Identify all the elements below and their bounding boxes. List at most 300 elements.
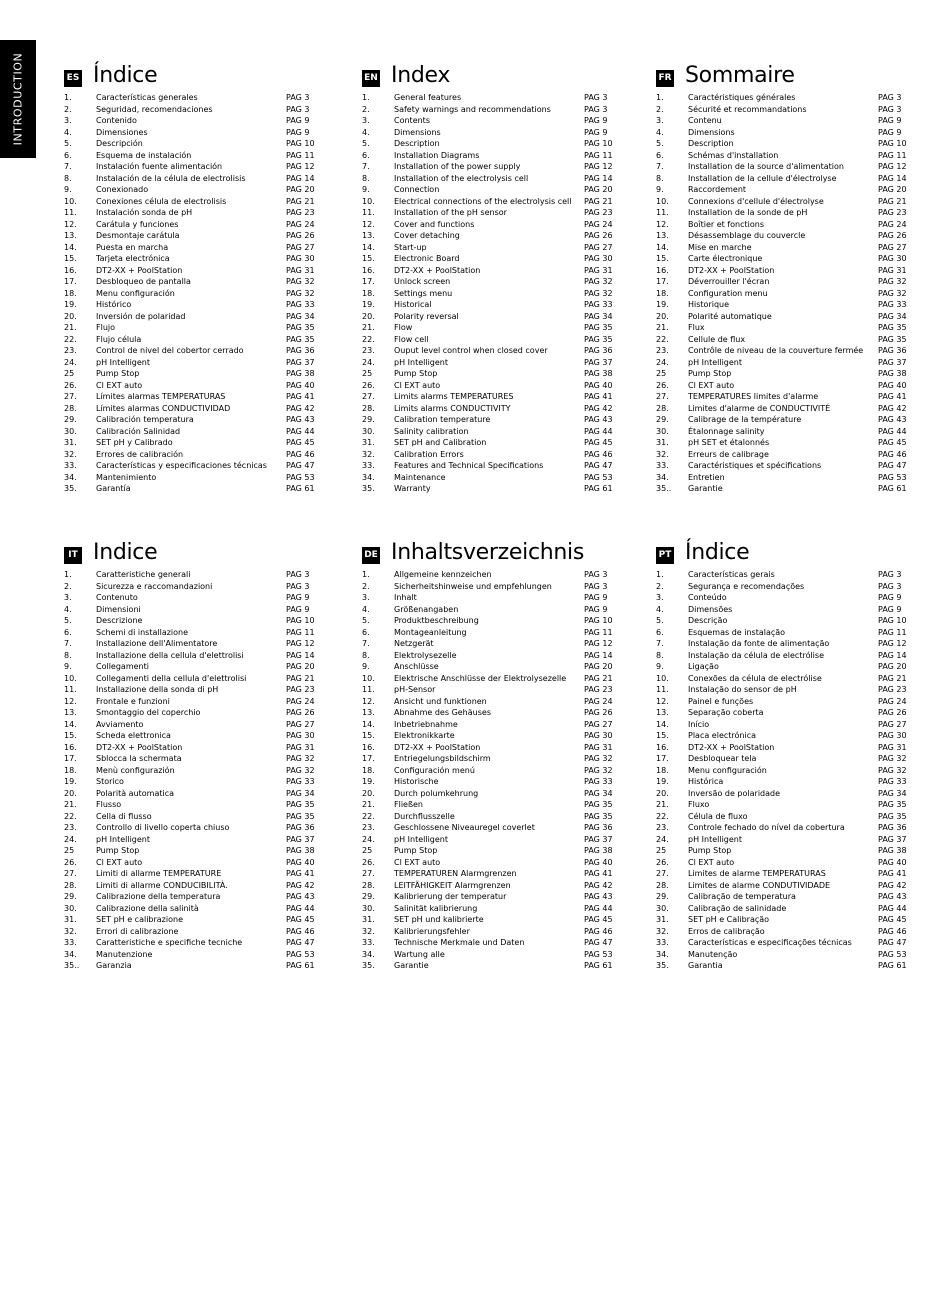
toc-row	[64, 449, 334, 461]
entry-number: 28.	[656, 403, 669, 413]
entry-number: 14.	[64, 719, 77, 729]
entry-page: PAG 20	[584, 185, 613, 194]
entry-page: PAG 53	[286, 949, 315, 959]
entry-number: 22.	[362, 811, 375, 821]
entry-number: 22.	[656, 811, 669, 821]
toc-row	[64, 368, 334, 380]
toc-row	[64, 380, 334, 392]
toc-row	[362, 426, 632, 438]
toc-row	[362, 776, 632, 788]
toc-row	[362, 845, 632, 857]
entry-title: Désassemblage du couvercle	[688, 231, 806, 240]
toc-row	[64, 960, 334, 972]
toc-row	[362, 334, 632, 346]
toc-row	[362, 391, 632, 403]
entry-number: 13.	[656, 231, 669, 240]
toc-row	[64, 253, 334, 265]
toc-row	[362, 581, 632, 593]
entry-page: PAG 35	[878, 800, 907, 809]
section-title: Inhaltsverzeichnis	[391, 540, 585, 565]
entry-title: DT2-XX + PoolStation	[96, 265, 183, 275]
entry-title: Configuración menú	[394, 765, 475, 775]
toc-row	[362, 265, 632, 277]
entry-page: PAG 38	[584, 846, 613, 855]
entry-title: Abnahme des Gehäuses	[394, 708, 491, 717]
toc-section-pt	[656, 541, 926, 972]
toc-row	[362, 196, 632, 208]
entry-number: 28.	[362, 880, 375, 890]
entry-number: 9.	[64, 662, 72, 671]
toc-row	[362, 92, 632, 104]
toc-row	[656, 242, 926, 254]
entry-title: DT2-XX + PoolStation	[688, 742, 775, 752]
entry-number: 12.	[64, 696, 77, 706]
toc-row	[64, 949, 334, 961]
entry-title: Cl EXT auto	[394, 857, 441, 867]
entry-page: PAG 31	[286, 265, 315, 275]
entry-page: PAG 61	[286, 484, 315, 493]
entry-page: PAG 21	[286, 673, 315, 683]
entry-number: 30.	[656, 426, 669, 436]
entry-page: PAG 44	[286, 903, 315, 913]
toc-row	[362, 627, 632, 639]
entry-title: Flusso	[96, 800, 122, 809]
entry-number: 5.	[656, 139, 664, 148]
entry-title: pH Intelligent	[394, 357, 448, 367]
entry-page: PAG 61	[878, 484, 907, 493]
entry-page: PAG 33	[878, 777, 907, 786]
entry-page: PAG 23	[584, 208, 613, 217]
entry-page: PAG 37	[286, 357, 315, 367]
entry-title: Características gerais	[688, 570, 775, 579]
entry-page: PAG 61	[584, 961, 613, 970]
entry-page: PAG 41	[584, 869, 613, 878]
toc-row	[656, 437, 926, 449]
entry-page: PAG 34	[286, 788, 315, 798]
entry-page: PAG 35	[286, 334, 315, 344]
toc-row	[656, 253, 926, 265]
entry-title: Histórica	[688, 777, 724, 786]
section-header	[656, 541, 926, 569]
entry-page: PAG 37	[878, 357, 907, 367]
entry-page: PAG 43	[584, 892, 613, 901]
entry-number: 34.	[362, 949, 375, 959]
entry-title: Salinity calibration	[394, 426, 469, 436]
entry-page: PAG 20	[286, 662, 315, 671]
entry-number: 11.	[64, 208, 77, 217]
entry-page: PAG 11	[878, 627, 907, 637]
entry-title: Carte électronique	[688, 254, 763, 263]
entry-page: PAG 11	[286, 627, 315, 637]
entry-number: 17.	[64, 277, 77, 286]
entry-page: PAG 44	[584, 426, 613, 436]
toc-row	[64, 230, 334, 242]
entry-page: PAG 32	[878, 754, 907, 763]
toc-row	[64, 138, 334, 150]
entry-title: Garanzia	[96, 961, 132, 970]
entry-number: 1.	[64, 570, 72, 579]
entry-page: PAG 26	[878, 708, 907, 717]
entry-title: pH Intelligent	[96, 357, 150, 367]
entry-title: pH Intelligent	[394, 834, 448, 844]
entry-title: pH Intelligent	[96, 834, 150, 844]
toc-row	[656, 380, 926, 392]
entry-number: 19.	[656, 300, 669, 309]
toc-row	[656, 673, 926, 685]
entry-number: 31.	[362, 438, 375, 447]
section-header	[656, 64, 926, 92]
entry-title: Cl EXT auto	[394, 380, 441, 390]
entry-page: PAG 46	[878, 926, 907, 936]
toc-row	[656, 391, 926, 403]
entry-number: 23.	[64, 346, 77, 355]
toc-row	[362, 937, 632, 949]
toc-row	[656, 650, 926, 662]
entry-number: 29.	[656, 415, 669, 424]
entry-page: PAG 9	[878, 116, 902, 125]
entry-title: Caratteristiche generali	[96, 570, 191, 579]
entry-number: 9.	[656, 662, 664, 671]
entry-number: 21.	[656, 323, 669, 332]
entry-number: 18.	[64, 288, 77, 298]
entry-number: 8.	[64, 650, 72, 660]
entry-title: Kalibrierung der temperatur	[394, 892, 507, 901]
entry-page: PAG 33	[584, 300, 613, 309]
entry-page: PAG 32	[286, 277, 315, 286]
entry-page: PAG 37	[584, 357, 613, 367]
toc-row	[64, 638, 334, 650]
entry-number: 27.	[64, 869, 77, 878]
entry-title: SET pH y Calibrado	[96, 438, 173, 447]
entry-title: Flujo	[96, 323, 116, 332]
section-header	[64, 541, 334, 569]
toc-row	[656, 696, 926, 708]
entry-title: Entretien	[688, 472, 725, 482]
toc-row	[64, 161, 334, 173]
toc-row	[64, 811, 334, 823]
entry-title: SET pH and Calibration	[394, 438, 487, 447]
toc-row	[656, 765, 926, 777]
toc-row	[362, 472, 632, 484]
entry-title: Start-up	[394, 242, 427, 252]
toc-row	[362, 403, 632, 415]
entry-page: PAG 47	[286, 938, 315, 947]
entry-number: 32.	[362, 926, 375, 936]
entry-title: Inversão de polaridade	[688, 788, 781, 798]
entry-page: PAG 3	[286, 93, 310, 102]
entry-number: 3.	[656, 116, 664, 125]
toc-row	[64, 799, 334, 811]
entry-number: 31.	[362, 915, 375, 924]
entry-number: 18.	[64, 765, 77, 775]
language-badge: EN	[362, 70, 380, 87]
entry-number: 35..	[64, 961, 80, 970]
entry-page: PAG 34	[878, 311, 907, 321]
toc-row	[64, 127, 334, 139]
entry-title: Instalação do sensor de pH	[688, 685, 797, 694]
entry-number: 33.	[64, 461, 77, 470]
entry-page: PAG 44	[878, 426, 907, 436]
entry-title: Cella di flusso	[96, 811, 152, 821]
entry-title: Montageanleitung	[394, 627, 467, 637]
entry-page: PAG 42	[878, 403, 907, 413]
entry-title: SET pH e calibrazione	[96, 915, 183, 924]
entry-page: PAG 12	[286, 639, 315, 648]
entry-page: PAG 35	[584, 811, 613, 821]
toc-row	[362, 638, 632, 650]
entry-page: PAG 35	[878, 334, 907, 344]
entry-title: Installazione della cellula d'elettrolisi	[96, 650, 244, 660]
toc-row	[656, 472, 926, 484]
toc-row	[64, 857, 334, 869]
entry-page: PAG 43	[286, 892, 315, 901]
entry-number: 3.	[362, 116, 370, 125]
entry-page: PAG 14	[286, 650, 315, 660]
entry-page: PAG 42	[286, 880, 315, 890]
toc-row	[656, 627, 926, 639]
entry-number: 17.	[362, 754, 375, 763]
entry-title: Conexiones célula de electrolisis	[96, 196, 227, 206]
toc-row	[64, 684, 334, 696]
entry-title: Entriegelungsbildschirm	[394, 754, 491, 763]
toc-row	[362, 604, 632, 616]
toc-row	[64, 581, 334, 593]
entry-page: PAG 43	[878, 892, 907, 901]
toc-list	[64, 92, 334, 495]
entry-page: PAG 31	[286, 742, 315, 752]
toc-row	[64, 914, 334, 926]
entry-title: Frontale e funzioni	[96, 696, 170, 706]
entry-number: 31.	[64, 915, 77, 924]
toc-row	[64, 276, 334, 288]
toc-row	[64, 788, 334, 800]
section-side-tab	[0, 40, 36, 158]
toc-row	[362, 449, 632, 461]
entry-number: 32.	[656, 449, 669, 459]
entry-title: Schémas d'installation	[688, 150, 779, 160]
entry-title: Cl EXT auto	[96, 380, 143, 390]
entry-title: DT2-XX + PoolStation	[96, 742, 183, 752]
entry-number: 24.	[64, 834, 77, 844]
entry-title: Netzgerät	[394, 639, 434, 648]
entry-title: Calibrazione della temperatura	[96, 892, 221, 901]
entry-title: Elektrolysezelle	[394, 650, 457, 660]
entry-number: 27.	[362, 869, 375, 878]
entry-title: Settings menu	[394, 288, 453, 298]
entry-number: 22.	[64, 811, 77, 821]
entry-page: PAG 38	[584, 369, 613, 378]
entry-number: 14.	[362, 719, 375, 729]
entry-number: 12.	[656, 696, 669, 706]
entry-page: PAG 3	[878, 570, 902, 579]
entry-page: PAG 24	[584, 696, 613, 706]
entry-number: 13.	[64, 231, 77, 240]
entry-page: PAG 12	[584, 639, 613, 648]
entry-page: PAG 3	[286, 104, 310, 114]
entry-title: Instalación sonda de pH	[96, 208, 193, 217]
entry-number: 30.	[64, 903, 77, 913]
toc-row	[362, 857, 632, 869]
entry-page: PAG 46	[286, 449, 315, 459]
entry-number: 1.	[656, 570, 664, 579]
entry-page: PAG 32	[286, 754, 315, 763]
toc-row	[64, 627, 334, 639]
entry-title: Safety warnings and recommendations	[394, 104, 551, 114]
entry-number: 29.	[64, 415, 77, 424]
entry-number: 24.	[656, 834, 669, 844]
toc-row	[656, 776, 926, 788]
entry-number: 7.	[656, 162, 664, 171]
entry-number: 35.	[362, 484, 375, 493]
entry-number: 33.	[656, 461, 669, 470]
entry-number: 31.	[656, 438, 669, 447]
entry-page: PAG 21	[878, 196, 907, 206]
entry-page: PAG 11	[878, 150, 907, 160]
entry-number: 34.	[656, 949, 669, 959]
entry-number: 4.	[362, 604, 370, 614]
toc-row	[656, 334, 926, 346]
entry-title: Connexions d'cellule d'électrolyse	[688, 196, 824, 206]
entry-title: Descripción	[96, 139, 143, 148]
entry-number: 4.	[64, 127, 72, 137]
toc-row	[64, 311, 334, 323]
entry-page: PAG 30	[584, 731, 613, 740]
section-title: Index	[391, 63, 451, 88]
toc-row	[362, 173, 632, 185]
toc-row	[362, 834, 632, 846]
entry-page: PAG 9	[584, 127, 608, 137]
toc-row	[656, 368, 926, 380]
entry-title: Elektrische Anschlüsse der Elektrolysezelle	[394, 673, 567, 683]
entry-number: 23.	[362, 346, 375, 355]
entry-title: Fließen	[394, 800, 423, 809]
entry-page: PAG 14	[584, 173, 613, 183]
entry-page: PAG 20	[286, 185, 315, 194]
toc-list	[64, 569, 334, 972]
entry-title: Errores de calibración	[96, 449, 184, 459]
entry-number: 5.	[64, 616, 72, 625]
entry-number: 25	[362, 369, 373, 378]
entry-number: 26.	[656, 380, 669, 390]
entry-number: 24.	[656, 357, 669, 367]
entry-page: PAG 40	[286, 857, 315, 867]
toc-row	[64, 414, 334, 426]
entry-number: 12.	[656, 219, 669, 229]
entry-number: 10.	[64, 673, 77, 683]
entry-title: Instalación de la célula de electrolisis	[96, 173, 246, 183]
toc-row	[64, 604, 334, 616]
entry-title: Electronic Board	[394, 254, 460, 263]
entry-title: Garantie	[688, 484, 723, 493]
entry-page: PAG 46	[878, 449, 907, 459]
entry-title: Límites alarmas CONDUCTIVIDAD	[96, 403, 231, 413]
toc-row	[64, 730, 334, 742]
entry-title: Boîtier et fonctions	[688, 219, 764, 229]
entry-page: PAG 30	[286, 731, 315, 740]
toc-row	[656, 868, 926, 880]
entry-number: 26.	[362, 380, 375, 390]
entry-page: PAG 12	[878, 162, 907, 171]
entry-title: Geschlossene Niveauregel coverlet	[394, 823, 535, 832]
entry-number: 2.	[362, 581, 370, 591]
entry-page: PAG 38	[286, 846, 315, 855]
entry-title: Installazione della sonda di pH	[96, 685, 219, 694]
entry-page: PAG 61	[878, 961, 907, 970]
toc-section-it	[64, 541, 334, 972]
section-header	[362, 541, 632, 569]
entry-number: 19.	[64, 777, 77, 786]
entry-number: 2.	[362, 104, 370, 114]
entry-number: 13.	[362, 231, 375, 240]
entry-number: 21.	[64, 323, 77, 332]
entry-number: 10.	[656, 673, 669, 683]
entry-number: 17.	[656, 754, 669, 763]
entry-number: 4.	[656, 604, 664, 614]
entry-page: PAG 3	[286, 570, 310, 579]
entry-title: Manutenzione	[96, 949, 153, 959]
entry-title: Installation de la sonde de pH	[688, 208, 808, 217]
entry-title: Puesta en marcha	[96, 242, 169, 252]
toc-row	[656, 426, 926, 438]
entry-number: 21.	[362, 323, 375, 332]
entry-number: 28.	[64, 880, 77, 890]
toc-row	[64, 880, 334, 892]
entry-title: Calibration Errors	[394, 449, 464, 459]
toc-row	[362, 242, 632, 254]
entry-title: Conexões da célula de electrólise	[688, 673, 822, 683]
entry-title: Pump Stop	[394, 369, 438, 378]
entry-page: PAG 36	[584, 823, 613, 832]
toc-section-en	[362, 64, 632, 495]
entry-page: PAG 9	[286, 116, 310, 125]
entry-page: PAG 31	[878, 742, 907, 752]
entry-page: PAG 21	[286, 196, 315, 206]
entry-number: 32.	[64, 449, 77, 459]
entry-page: PAG 34	[286, 311, 315, 321]
toc-row	[362, 311, 632, 323]
entry-number: 15.	[362, 731, 375, 740]
entry-page: PAG 14	[286, 173, 315, 183]
entry-title: pH SET et étalonnés	[688, 438, 770, 447]
entry-number: 6.	[64, 627, 72, 637]
entry-number: 15.	[64, 731, 77, 740]
entry-page: PAG 42	[584, 403, 613, 413]
entry-number: 2.	[64, 581, 72, 591]
entry-title: Calibrazione della salinità	[96, 903, 199, 913]
entry-title: Célula de fluxo	[688, 811, 748, 821]
entry-page: PAG 45	[286, 915, 315, 924]
entry-title: Installation Diagrams	[394, 150, 480, 160]
toc-row	[656, 299, 926, 311]
entry-number: 1.	[362, 570, 370, 579]
entry-title: Smontaggio del coperchio	[96, 708, 201, 717]
entry-title: Installation of the pH sensor	[394, 208, 507, 217]
entry-number: 26.	[656, 857, 669, 867]
entry-number: 9.	[656, 185, 664, 194]
entry-title: Calibrage de la température	[688, 415, 802, 424]
entry-page: PAG 35	[878, 811, 907, 821]
entry-page: PAG 46	[584, 449, 613, 459]
entry-page: PAG 34	[584, 311, 613, 321]
entry-number: 26.	[64, 857, 77, 867]
entry-title: Limites de alarme TEMPERATURAS	[688, 869, 826, 878]
entry-number: 20.	[64, 788, 77, 798]
entry-page: PAG 33	[878, 300, 907, 309]
toc-row	[64, 742, 334, 754]
entry-number: 19.	[64, 300, 77, 309]
entry-page: PAG 34	[878, 788, 907, 798]
entry-page: PAG 44	[286, 426, 315, 436]
